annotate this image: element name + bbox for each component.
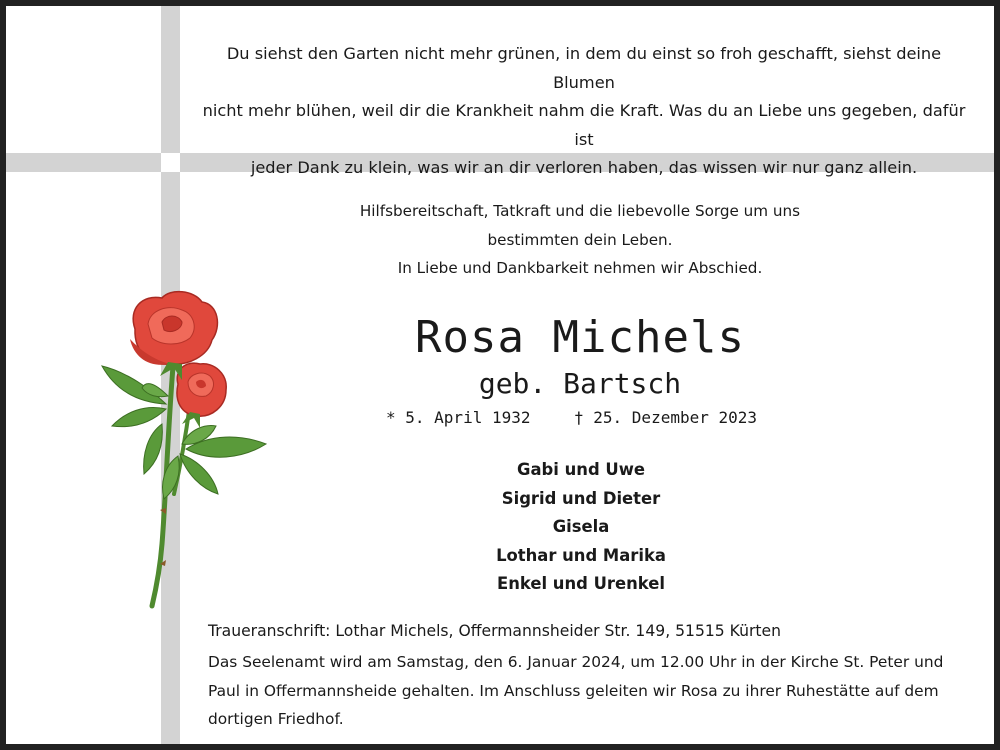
cross-center: [161, 153, 180, 172]
mourner-entry: Sigrid und Dieter: [501, 488, 661, 508]
farewell-text: [306, 197, 854, 283]
poem-line: Du siehst den Garten nicht mehr grünen, in dem du einst so froh geschafft, siehst deine Blumen: [226, 44, 942, 92]
service-line: Das Seelenamt wird am Samstag, den 6. Januar 2024, um 12.00 Uhr in der Kirche St. Peter und: [208, 653, 944, 671]
birth-date: * 5. April 1932: [386, 408, 531, 427]
mourner-entry: Gisela: [552, 517, 610, 536]
poem-line: nicht mehr blühen, weil dir die Krankheit nahm die Kraft. Was du an Liebe uns gegeben, dafür ist: [202, 101, 966, 149]
mourner-entry: Gabi und Uwe: [517, 460, 645, 479]
obituary-notice: [6, 6, 994, 744]
memorial-poem: [196, 40, 972, 183]
service-line: dortigen Friedhof.: [208, 710, 344, 728]
deceased-name: Rosa Michels: [415, 312, 745, 363]
service-line: Paul in Offermannsheide gehalten. Im Anschluss geleiten wir Rosa zu ihrer Ruhestätte auf dem: [208, 681, 939, 700]
rose-icon: [90, 284, 270, 614]
farewell-line: In Liebe und Dankbarkeit nehmen wir Abschied.: [397, 259, 763, 277]
mourning-address: Traueranschrift: Lothar Michels, Offermannsheider Str. 149, 51515 Kürten: [208, 622, 782, 640]
farewell-line: Hilfsbereitschaft, Tatkraft und die liebevolle Sorge um uns: [359, 202, 801, 220]
mourners-list: [386, 456, 776, 599]
mourner-entry: Enkel und Urenkel: [497, 574, 665, 593]
death-date: † 25. Dezember 2023: [574, 408, 758, 427]
mourner-entry: Lothar und Marika: [496, 545, 666, 565]
farewell-line: bestimmten dein Leben.: [487, 230, 673, 249]
maiden-name: geb. Bartsch: [478, 367, 682, 400]
poem-line: jeder Dank zu klein, was wir an dir verloren haben, das wissen wir nur ganz allein.: [250, 158, 918, 177]
service-info: [208, 648, 978, 734]
